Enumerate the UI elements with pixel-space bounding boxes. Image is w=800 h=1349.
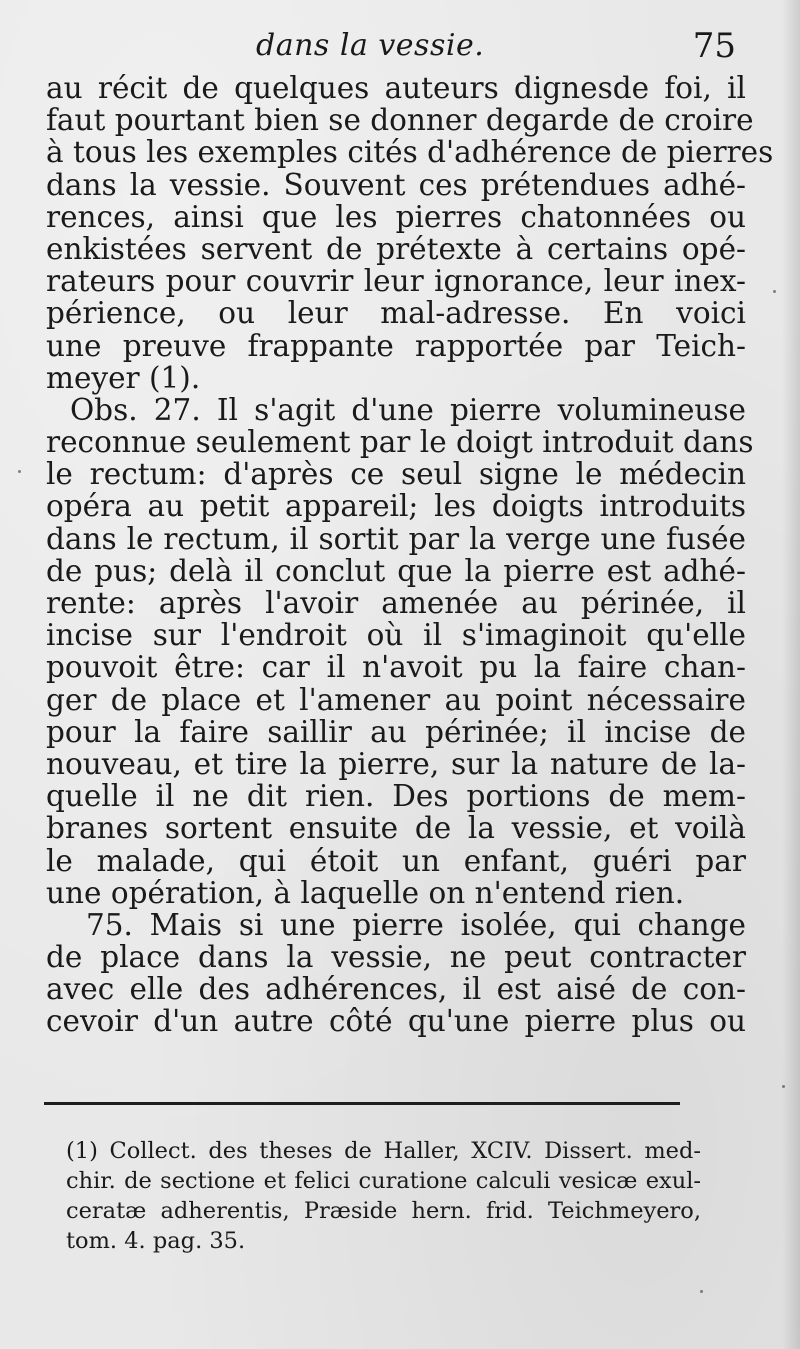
running-title: dans la vessie. (256, 28, 485, 63)
text-line: à tous les exemples cités d'adhérence de pierres (46, 135, 774, 170)
text-line: de place dans la vessie, ne peut contracter (46, 940, 746, 975)
paper-speck (18, 470, 21, 473)
footnote-line: chir. de sectione et felici curatione calculi vesicæ exul- (66, 1168, 701, 1194)
text-line: meyer (1). (46, 360, 201, 395)
footnote-line: (1) Collect. des theses de Haller, XCIV. Dissert. med- (66, 1138, 701, 1164)
text-line: quelle il ne dit rien. Des portions de mem- (46, 779, 746, 814)
text-line: rateurs pour couvrir leur ignorance, leur inex- (46, 264, 746, 299)
text-line: rences, ainsi que les pierres chatonnées ou (46, 199, 746, 234)
text-line: nouveau, et tire la pierre, sur la nature de la- (46, 746, 746, 781)
text-line: cevoir d'un autre côté qu'une pierre plus ou (46, 1004, 746, 1039)
text-line: Obs. 27. Il s'agit d'une pierre volumineuse (70, 392, 746, 427)
footnote-line: tom. 4. pag. 35. (66, 1228, 246, 1254)
text-line: dans la vessie. Souvent ces prétendues adhé- (46, 167, 746, 202)
text-line: le malade, qui étoit un enfant, guéri par (46, 843, 746, 878)
text-line: incise sur l'endroit où il s'imaginoit qu'elle (46, 618, 746, 653)
paper-speck (782, 1085, 785, 1088)
text-line: 75. Mais si une pierre isolée, qui change (86, 907, 746, 942)
text-line: enkistées servent de prétexte à certains opé- (46, 231, 746, 266)
text-line: de pus; delà il conclut que la pierre est adhé- (46, 553, 746, 588)
text-line: dans le rectum, il sortit par la verge une fusée (46, 521, 746, 556)
footnote (66, 1136, 701, 1256)
paper-speck (773, 290, 776, 293)
text-line: pouvoit être: car il n'avoit pu la faire chan- (46, 650, 746, 685)
text-line: une opération, à laquelle on n'entend rien. (46, 875, 685, 910)
text-line: ger de place et l'amener au point nécessaire (46, 682, 746, 717)
running-head (46, 26, 746, 70)
text-line: une preuve frappante rapportée par Teich- (46, 328, 746, 363)
text-line: le rectum: d'après ce seul signe le médecin (46, 457, 746, 492)
footnote-rule (44, 1102, 680, 1105)
text-line: branes sortent ensuite de la vessie, et voilà (46, 811, 746, 846)
text-line: reconnue seulement par le doigt introduit dans (46, 425, 754, 460)
text-line: périence, ou leur mal-adresse. En voici (46, 296, 746, 331)
text-line: faut pourtant bien se donner degarde de croire (46, 103, 754, 138)
body-text (46, 71, 774, 1039)
text-line: opéra au petit appareil; les doigts introduits (46, 489, 746, 524)
text-line: rente: après l'avoir amenée au périnée, il (46, 586, 746, 620)
text-line: pour la faire saillir au périnée; il incise de (46, 714, 746, 749)
text-line: au récit de quelques auteurs dignesde foi, il (46, 71, 746, 105)
text-line: avec elle des adhérences, il est aisé de con- (46, 972, 746, 1007)
paper-speck (700, 1290, 703, 1293)
page-number: 75 (692, 26, 736, 66)
footnote-line: ceratæ adherentis, Præside hern. frid. Teichmeyero, (66, 1198, 701, 1224)
